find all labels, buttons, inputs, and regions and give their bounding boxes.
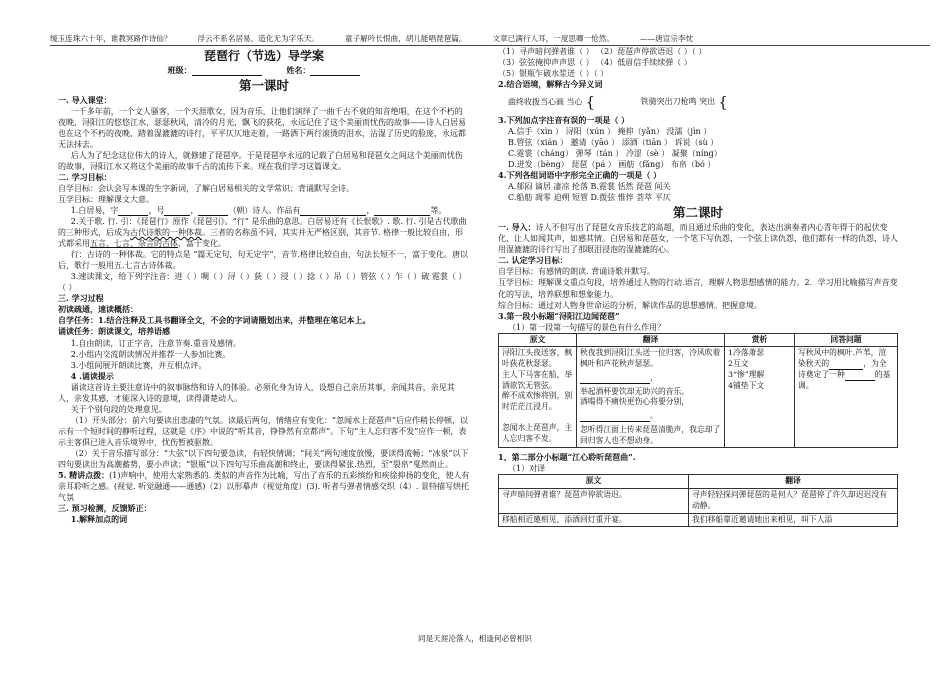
lesson2-intro xyxy=(498,222,898,255)
genre-underline-1: 古代诗歌的一种体裁 xyxy=(130,228,202,238)
q4-heading: 4.下列各组词语中字形完全正确的一项是（ ） xyxy=(498,169,662,180)
reading-tips-heading: 4 .诵读提示 xyxy=(70,370,114,381)
col-header-original: 原文 xyxy=(499,333,577,347)
header-line-2: 浮云不系名居易，造化无为字乐天。 xyxy=(197,34,319,43)
name-blank xyxy=(310,67,360,76)
q3-option-d[interactable]: D.迸发（bèng） 琵琶（pá ） 画舫（fǎng） 布帛（bó ） xyxy=(508,159,716,169)
section-2-heading: 二. 学习目标： xyxy=(58,172,112,183)
genre-text-b: 。三者的名称虽不同，其实并无严格区别，其音节. 格律一般比较自由，形式都采用 xyxy=(58,228,464,249)
q1-row-1: （1）寻声暗问弹者谁（ ） （2）琵琶声停欲语迟（ ）（ ） xyxy=(498,47,707,56)
reading-tips-p4: （2）关于音乐描写部分：“大弦”以下四句要急读，有轻快情调；“间关”两句速度放慢，要读得流畅；“冰泉”以下四句要读出为高潮蓄势，要小声读；“银瓶”以下四句写乐曲高潮和终止，要读得紧张.热烈，至“裂帛”戛然而止。 xyxy=(58,448,469,469)
self-study-goal: 自学目标：会认会写本课的生字新词，了解白居易相关的文学常识；背诵默写全诗。 xyxy=(58,184,354,194)
goal-mutual: 互学目标：理解课文重点句段，培养通过人物的行动.语言，理解人物思想感情的能力。2．学习用比喻描写声音变化的写法，培养联想和想象能力。 xyxy=(498,278,898,299)
right-column xyxy=(498,46,898,626)
blank-works-1[interactable] xyxy=(300,207,366,216)
brace-icon: { xyxy=(585,93,596,112)
brace-icon: { xyxy=(718,93,728,112)
lesson2-intro-text: 诗人不但写出了琵琶女音乐技艺的高超，而且通过乐曲的变化，表达出演奏者内心青年得于的起伏变化，让人如闻其声，如感其情。白居易和琵琶女，一个笔下写仇怨，一个弦上读仇怨，他们都有一样的仇怨，诗人用湿漉漉的诗行写出了那眼泪浸泡的湿漉漉的心。 xyxy=(498,223,898,255)
q-text-c: ， xyxy=(190,206,199,216)
analysis-point: 1冷落萧瑟 xyxy=(728,348,765,358)
translation-line: 忽听得江面上传来琵琶清脆声，我忘却了回归客人也不想动身。 xyxy=(580,424,721,445)
q2-item-b: 铁骑突出刀枪鸣 突出 xyxy=(640,97,716,107)
col-header-analysis: 赏析 xyxy=(725,333,795,347)
analysis-point: 3“惨”理解 xyxy=(728,369,765,379)
document-title: 琵琶行（节选）导学案 xyxy=(203,49,324,63)
genre-underline-2: 五言、七言、杂言的古体 xyxy=(90,239,178,249)
page-footer: 同是天涯沦落人，相逢何必曾相识 xyxy=(418,634,532,643)
q1-row-3: （5）银瓶乍破水浆迸（ ）（ ） xyxy=(498,69,609,79)
header-author: ——唐宣宗李忱 xyxy=(640,34,694,43)
name-label: 姓名： xyxy=(286,64,311,75)
original-line: 醉不成欢惨将别，别时茫茫江浸月。 xyxy=(502,391,573,412)
class-blank xyxy=(192,67,262,76)
col-header-translation: 翻译 xyxy=(689,475,898,489)
q-text-f: 等。 xyxy=(430,206,447,216)
part2-heading: 1、第二部分小标题“江心聆听琵琶曲”. xyxy=(498,452,636,463)
translation-blank-2[interactable]: 。 xyxy=(580,411,721,422)
analysis-cell xyxy=(725,347,795,448)
col-header-translation: 翻译 xyxy=(577,333,725,347)
key-points xyxy=(58,470,470,503)
goals-heading: 二. 认定学习目标： xyxy=(498,255,568,266)
reading-tips-p3: （1）开头部分：前六句要读出悲凄的气氛。读最后两句，情绪应有变化：“忽闻水上琵琶声”后应作稍长停顿，以示有一个短时间的静听过程，这就是《序》中说的“听其音，铮铮然有京都声”。下句“主人忘归客不发”应作一顿，表示主客俱已进入音乐境界中，忧伤暂被驱散。 xyxy=(58,415,469,447)
reading-step-2: 2.小组内交流朗读情况并推荐一人参加比赛。 xyxy=(70,349,231,359)
genre-text-a: 2.关于歌. 行. 引：《琵琶行》原作《琵琶引》。“行” 是乐曲的意思。白居易还有《长恨歌》. 歌. 行. 引是古代歌曲的三种形式，后成为 xyxy=(58,217,467,238)
table-row xyxy=(499,513,898,527)
blank-dynasty[interactable] xyxy=(198,207,228,216)
answer-cell xyxy=(795,347,898,448)
q-text-a: 1.白居易，字 xyxy=(70,206,119,216)
q3-option-b[interactable]: B.管弦（xián ） 邀请（yāo ） 添酒（tiān ） 诉说（sù ） xyxy=(508,137,719,147)
intro-paragraph-1: 一千多年前，一个文人骚客，一个天涯歌女，因为音乐，让他们演绎了一曲千古不衰的知音绝唱，在这个不朽的夜晚，浔阳江的悠悠江水，瑟瑟秋风，清冷的月光，飘飞的荻花，永远记住了这个美丽而忧伤的故事——诗人白居易也在这个不朽的夜晚，踏着湿漉漉的诗行，平平仄仄地走着，一路洒下两行滚烫的泪水，沾湿了历史的脸庞，永远都无法抹去。 xyxy=(58,106,466,149)
q-text-d: （朝）诗人。作品有 xyxy=(228,206,301,216)
table-header-row xyxy=(499,475,898,489)
header-line-1: 缓玉连珠六十年，谁教冥路作诗仙？ xyxy=(50,34,172,43)
self-study-task: 自学任务：1.结合注释及工具书翻译全文，不会的字词请圈划出来，并整理在笔记本上。 xyxy=(58,315,371,326)
original-line: 主人下马客在船，举酒欲饮无管弦。 xyxy=(502,369,573,390)
header-line-4: 文章已满行人耳，一度思卿一怆然。 xyxy=(492,34,614,43)
q2-items xyxy=(508,92,898,113)
analysis-point: 2互文 xyxy=(728,359,749,369)
part1-table xyxy=(498,333,898,449)
reading-tips-p1: 诵读这首诗主要注意诗中的叙事脉络和诗人的体验。必须化身为诗人，设想自己亲历其事，亲闻其音，亲见其人，亲发其感，才能深入诗的意境，读得潇楚动人。 xyxy=(58,382,455,403)
translation-line: 酒喝得不痛快更伤心将要分别， xyxy=(580,397,690,407)
q2-heading: 2.结合语境，解释古今异义词 xyxy=(498,79,603,90)
q2-item-a: 曲终收拨当心画 当心 xyxy=(508,97,583,107)
author-info-question xyxy=(58,205,470,216)
genre-note xyxy=(58,216,470,249)
preview-check-heading: 三. 预习检测，反馈矫正： xyxy=(58,502,152,513)
blank-zi[interactable] xyxy=(118,207,148,216)
translation-cell: 我们移船靠近邀请她出来相见，叫下人添 xyxy=(689,513,898,527)
q3-option-a[interactable]: A.信手（xìn ） 浔阳（xún ） 掩抑（yǎn） 没濡（jìn ） xyxy=(508,126,712,136)
left-column xyxy=(58,48,470,623)
table-row xyxy=(499,347,898,448)
key-points-heading: 5. 精讲点拨： xyxy=(58,469,110,480)
col-header-original: 原文 xyxy=(499,475,689,489)
part2-table xyxy=(498,474,898,527)
table-header-row xyxy=(499,333,898,347)
genre-text-c: ，富于变化。 xyxy=(178,239,226,249)
page-header-poem xyxy=(50,34,930,46)
q-text-b: ，号 xyxy=(148,206,165,216)
goal-comprehensive: 综合目标：通过对人物身世命运的分析，解读作品的思想感情。把握意境。 xyxy=(498,300,762,310)
pinyin-question: 3.速读课文，给下列字注音：进（ ）啁（ ）浔（ ）荻（ ）浸（ ）捻（ ）吊（ ）管弦（ ）乍（ ）破 霓裳（ ）（ ） xyxy=(58,272,467,293)
reading-step-1: 1.自由朗读，订正字音，注意节奏.重音及感情。 xyxy=(70,338,241,348)
translation-line: 举起酒杯要饮却无助兴的音乐。 xyxy=(580,386,690,396)
first-read-heading: 初读疏通，速读概括： xyxy=(58,304,138,315)
class-label: 班级： xyxy=(167,64,192,75)
lesson2-intro-heading: 一. 导入： xyxy=(498,222,536,233)
xing-definition: 行：古诗的一种体裁。它的特点是 “篇无定句，句无定字”，音节.格律比较自由，句法长短不一，富于变化。唐以后，歌行一般用五.七言古诗体裁。 xyxy=(58,250,469,271)
table-row xyxy=(499,489,898,514)
section-3-heading: 三. 学习过程 xyxy=(58,293,104,304)
goal-self: 自学目标：有感情的朗读. 背诵诗歌并默写。 xyxy=(498,267,656,277)
intro-paragraph-2: 后人为了纪念这位伟大的诗人，就修建了琵琶亭。于是琵琶亭永远的记载了白居易和琵琶女之间这个美丽而忧伤的故事，浔阳江水又将这个美丽的故事千古的流传下来。现在我们学习这篇课文。 xyxy=(58,150,463,172)
q3-heading: 3.下列加点字注音有误的一项是（ ） xyxy=(498,114,630,125)
original-line: 忽闻水上琵琶声，主人忘归客不发。 xyxy=(502,422,573,443)
original-line: 浔阳江头夜送客，枫叶荻花秋瑟瑟。 xyxy=(502,348,573,369)
key-points-text: (1)声响中，使用大家熟悉的. 类似的声音作为比喻，写出了音乐的五彩缤纷和疾徐抑扬的变化，使人有亲耳聆听之感。(视觉. 听觉融通——通感)（2）以形摹声（视觉角度）(3). 听者与弹者情感交织（4）. 景特描写烘托气氛 xyxy=(58,470,470,502)
part2-sub: （1）对译 xyxy=(508,464,546,474)
reading-tips-p2: 关于个别句段的处理意见。 xyxy=(70,404,167,414)
q3-option-c[interactable]: C.霓裳（cháng） 弹琴（tán ） 冷涩（sè ） 凝聚（níng） xyxy=(508,148,722,158)
section-1-heading: 一. 导入课堂： xyxy=(58,94,112,105)
class-name-line xyxy=(58,65,470,76)
lesson-1-heading: 第一课时 xyxy=(238,77,289,93)
translation-cell xyxy=(577,347,725,448)
part1-heading: 3.第一段小标题“浔阳江边闻琵琶” xyxy=(498,310,620,321)
original-cell: 寻声暗问弹者谁？琵琶声停欲语迟。 xyxy=(499,489,689,514)
blank-hao[interactable] xyxy=(164,207,190,216)
preview-check-sub: 1.解释加点的词 xyxy=(70,514,128,525)
reading-task: 诵读任务：朗读课文，培养语感 xyxy=(58,326,170,337)
col-header-answer: 回答问题 xyxy=(795,333,898,347)
answer-blank-2[interactable] xyxy=(845,372,875,381)
blank-works-2[interactable] xyxy=(374,207,430,216)
original-cell xyxy=(499,347,577,448)
analysis-point: 4铺垫下文 xyxy=(728,380,765,390)
lesson-2-heading: 第二课时 xyxy=(672,205,723,221)
original-cell: 移船相近邀相见，添酒回灯重开宴。 xyxy=(499,513,689,527)
q4-options-cd[interactable]: C.船舫 凋零 迫朔 短管 D.拨弦 惟悴 荟萃 平仄 xyxy=(508,193,671,203)
q4-options-ab[interactable]: A.郁闷 谪居 凄凉 抡落 B.霓裳 恬然 琵琶 间关 xyxy=(508,182,671,191)
translation-cell: 寻声轻轻探问弹琵琶的是何人？琵琶停了许久却迟迟没有动静。 xyxy=(689,489,898,514)
answer-blank-1[interactable] xyxy=(829,361,863,370)
answer-text-b: ，为全诗奠定了一种 xyxy=(798,359,887,379)
reading-step-3: 3.小组间展开朗读比赛，并互相点评。 xyxy=(70,360,207,370)
q1-row-2: （3）弦弦掩抑声声思（ ） （4）低眉信手续续弹（ ） xyxy=(498,58,692,68)
header-line-3: 童子解吟长恨曲，胡儿能唱琵琶篇。 xyxy=(345,34,467,43)
part1-question: （1）第一段第一句描写的景色有什么作用？ xyxy=(508,322,666,332)
translation-line: 秋夜我到浔阳江头送一位归客，冷风吹着枫叶和芦花秋声瑟瑟。 xyxy=(580,348,721,369)
answer-text-a: 写秋风中的枫叶.芦苇，渲染秋天的 xyxy=(798,348,887,369)
mutual-study-goal: 互学目标：理解课文大意。 xyxy=(58,195,154,205)
q-text-e: ， xyxy=(366,206,375,216)
translation-blank-1[interactable]: ， xyxy=(580,373,721,384)
answer-text-c: 的基调。 xyxy=(798,369,891,390)
